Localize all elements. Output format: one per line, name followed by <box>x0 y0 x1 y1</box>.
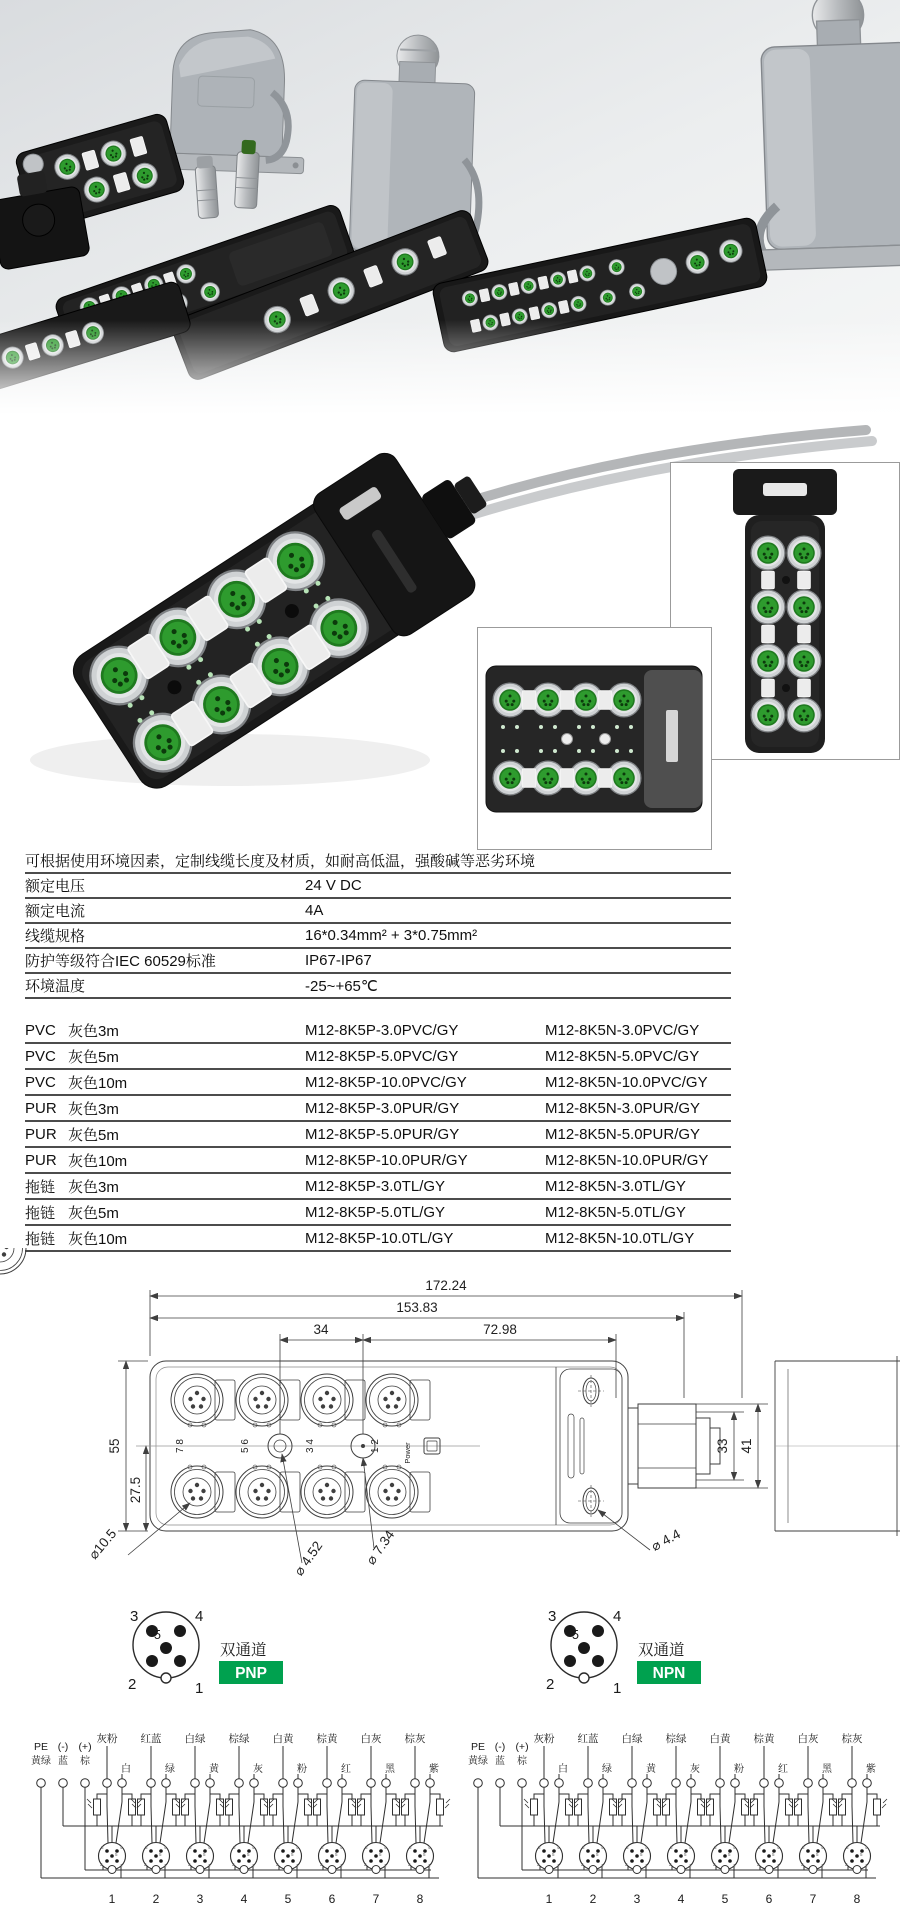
spec-row <box>25 899 731 924</box>
connector-number: 1 <box>545 1892 553 1906</box>
terminal-color-label: 黄绿 <box>31 1756 51 1767</box>
connector-number: 8 <box>416 1892 424 1906</box>
wire-pair-label: 白绿 <box>621 1733 643 1745</box>
pin-label: 4 <box>613 1608 622 1625</box>
connector-pin-number: 2 <box>537 1862 540 1867</box>
connector-pin-number: 1 <box>645 1863 648 1868</box>
wire-pair-label: 灰粉 <box>533 1733 555 1745</box>
part-number-npn: M12-8K5N-5.0TL/GY <box>545 1203 686 1221</box>
dim-half-height: 27.5 <box>128 1476 143 1504</box>
connector-pin-number: 3 <box>233 1845 236 1850</box>
pin-label: 2 <box>546 1676 555 1693</box>
connector-pin-number: 2 <box>669 1862 672 1867</box>
customization-note: 可根据使用环境因素，定制线缆长度及材质，如耐高低温，强酸碱等恶劣环境 <box>25 853 536 870</box>
terminal-color-label: 黄绿 <box>468 1756 488 1767</box>
wire-color-label: 黄 <box>646 1764 656 1775</box>
terminal-color-label: 蓝 <box>495 1756 505 1767</box>
wire-pair-label: 白灰 <box>360 1733 382 1745</box>
wiring-channel <box>568 1732 623 1906</box>
connector-number: 2 <box>152 1892 160 1906</box>
wiring-diagram <box>462 1706 892 1921</box>
wiring-diagram-pnp <box>25 1706 455 1926</box>
dim-body-width: 153.83 <box>396 1300 438 1315</box>
connector-pin-number: 4 <box>296 1845 299 1850</box>
wire-pair-label: 棕绿 <box>228 1733 250 1745</box>
wire-pair-label: 棕灰 <box>404 1733 426 1745</box>
connector-pin-number: 5 <box>772 1852 775 1857</box>
connector-pin-number: 2 <box>408 1862 411 1867</box>
detail-photo-topview <box>478 628 711 849</box>
wire-pair-label: 棕灰 <box>841 1733 863 1745</box>
part-number-npn: M12-8K5N-10.0PUR/GY <box>545 1151 709 1169</box>
connector-pin-number: 1 <box>865 1863 868 1868</box>
connector-pin-number: 1 <box>208 1863 211 1868</box>
connector-pin-number: 1 <box>164 1863 167 1868</box>
part-number-npn: M12-8K5N-3.0TL/GY <box>545 1177 686 1195</box>
wiring-channel <box>832 1732 887 1906</box>
connector-number: 3 <box>196 1892 204 1906</box>
connector-pin-number: 1 <box>777 1863 780 1868</box>
connector-pin-number: 5 <box>291 1852 294 1857</box>
dim-gland-inner: 33 <box>715 1438 730 1454</box>
part-number-npn: M12-8K5N-10.0PVC/GY <box>545 1073 708 1091</box>
connector-pin-number: 3 <box>409 1845 412 1850</box>
part-material: PVC <box>25 1021 56 1039</box>
connector-number: 4 <box>240 1892 248 1906</box>
part-cable-spec: 灰色3m <box>68 1022 119 1040</box>
wire-pair-label: 红蓝 <box>577 1733 599 1745</box>
table-row <box>25 1070 731 1096</box>
spec-row <box>25 924 731 949</box>
terminal-circle <box>59 1779 68 1788</box>
connector-pin-number: 1 <box>384 1863 387 1868</box>
wire-pair-label: 白绿 <box>184 1733 206 1745</box>
connector-pin-number: 2 <box>364 1862 367 1867</box>
technical-drawing <box>0 1248 900 1578</box>
type-badge-label: NPN <box>652 1665 686 1682</box>
connector-pin-number: 2 <box>581 1862 584 1867</box>
dia-mount-label: ⌀10.5 <box>85 1526 120 1563</box>
resistor <box>94 1799 101 1815</box>
wire-color-label: 灰 <box>690 1764 700 1775</box>
connector-number: 4 <box>677 1892 685 1906</box>
connector-pin-number: 1 <box>252 1863 255 1868</box>
connector-pin-number: 5 <box>159 1852 162 1857</box>
wiring-channel <box>656 1732 711 1906</box>
connector-pin-number: 5 <box>115 1852 118 1857</box>
part-number-pnp: M12-8K5P-10.0TL/GY <box>305 1229 454 1247</box>
port-group-label: 5 6 <box>240 1439 251 1453</box>
wiring-channel <box>131 1732 186 1906</box>
connector-pin-number: 5 <box>379 1852 382 1857</box>
wire-color-label: 绿 <box>602 1764 612 1775</box>
connector-number: 2 <box>589 1892 597 1906</box>
connector-number: 5 <box>284 1892 292 1906</box>
drawing-cable-gland <box>628 1404 720 1488</box>
part-number-pnp: M12-8K5P-3.0PVC/GY <box>305 1021 459 1039</box>
wire-color-label: 粉 <box>734 1764 744 1775</box>
connector-pin-number: 2 <box>144 1862 147 1867</box>
wire-pair-label: 棕绿 <box>665 1733 687 1745</box>
wire-color-label: 紫 <box>866 1764 876 1775</box>
spec-label: 环境温度 <box>25 978 86 995</box>
terminal-circle <box>474 1779 483 1788</box>
channel-label: 双通道 <box>638 1642 685 1659</box>
connector-pin-number: 5 <box>860 1852 863 1857</box>
connector-pin-number: 3 <box>321 1845 324 1850</box>
wire-color-label: 粉 <box>297 1764 307 1775</box>
connector-pin-number: 3 <box>365 1845 368 1850</box>
pin-label: 5 <box>572 1628 579 1642</box>
connector-pins <box>146 1625 186 1667</box>
connector-number: 6 <box>328 1892 336 1906</box>
wiring-diagram-npn <box>462 1706 892 1926</box>
connector-pin-number: 4 <box>252 1845 255 1850</box>
connector-pin-number: 2 <box>188 1862 191 1867</box>
wiring-channel <box>395 1732 450 1906</box>
terminal-circle <box>496 1779 505 1788</box>
part-cable-spec: 灰色3m <box>68 1100 119 1118</box>
connector-pin-number: 3 <box>277 1845 280 1850</box>
connector-pin-number: 4 <box>557 1845 560 1850</box>
connector-pin-number: 3 <box>670 1845 673 1850</box>
spec-value: 4A <box>305 902 324 919</box>
connector-pin-number: 3 <box>714 1845 717 1850</box>
wiring-channel <box>744 1732 799 1906</box>
spec-table <box>25 872 731 999</box>
dim-height: 55 <box>107 1438 122 1454</box>
connector-pin-number: 3 <box>189 1845 192 1850</box>
dim-hole-pitch: 34 <box>313 1322 329 1337</box>
table-row <box>25 1200 731 1226</box>
wiring-channel <box>307 1732 362 1906</box>
connector-pin-number: 4 <box>689 1845 692 1850</box>
connector-pin-number: 5 <box>423 1852 426 1857</box>
connector-pin-number: 1 <box>601 1863 604 1868</box>
wiring-channel <box>263 1732 318 1906</box>
drawing-body <box>136 1361 628 1531</box>
connector-pin-number: 5 <box>335 1852 338 1857</box>
part-material: PVC <box>25 1073 56 1091</box>
part-number-npn: M12-8K5N-10.0TL/GY <box>545 1229 695 1247</box>
connector-pin-number: 5 <box>247 1852 250 1857</box>
drawing-ports <box>0 1248 440 1518</box>
connector-pin-number: 5 <box>816 1852 819 1857</box>
connector-pin-number: 4 <box>428 1845 431 1850</box>
part-number-npn: M12-8K5N-5.0PVC/GY <box>545 1047 700 1065</box>
part-cable-spec: 灰色3m <box>68 1178 119 1196</box>
terminal-circle <box>518 1779 527 1788</box>
resistor <box>437 1799 444 1815</box>
port-group-label: 7 8 <box>175 1439 186 1453</box>
connector-pin-number: 3 <box>758 1845 761 1850</box>
part-number-pnp: M12-8K5P-5.0TL/GY <box>305 1203 446 1221</box>
pin-label: 2 <box>128 1676 137 1693</box>
wire-color-label: 黑 <box>822 1764 832 1775</box>
connector-pins <box>564 1625 604 1667</box>
connector-pin-number: 4 <box>865 1845 868 1850</box>
part-cable-spec: 灰色10m <box>68 1152 128 1170</box>
spec-label: 线缆规格 <box>25 928 86 945</box>
connector-pin-number: 4 <box>777 1845 780 1850</box>
spec-label: 额定电压 <box>25 878 86 895</box>
part-material: 拖链 <box>25 1178 56 1196</box>
wire-pair-label: 棕黄 <box>753 1733 775 1745</box>
spec-row <box>25 974 731 999</box>
dia-hole-mid-label: ⌀ 7.34 <box>363 1527 398 1568</box>
wire-color-label: 红 <box>341 1764 351 1775</box>
connector-pin-number: 4 <box>733 1845 736 1850</box>
table-row <box>25 1044 731 1070</box>
terminal-label: PE <box>33 1741 49 1753</box>
pin-label: 3 <box>130 1608 139 1625</box>
part-number-pnp: M12-8K5P-10.0PVC/GY <box>305 1073 467 1091</box>
pin-label: 3 <box>548 1608 557 1625</box>
wire-pair-label: 白灰 <box>797 1733 819 1745</box>
connector-pin-number: 3 <box>582 1845 585 1850</box>
pinout-diagram <box>102 1595 317 1701</box>
spec-value: 24 V DC <box>305 877 362 894</box>
wire-pair-label: 灰粉 <box>96 1733 118 1745</box>
part-number-pnp: M12-8K5P-3.0PUR/GY <box>305 1099 460 1117</box>
connector-pin-number: 2 <box>845 1862 848 1867</box>
part-cable-spec: 灰色5m <box>68 1048 119 1066</box>
connector-pin-number: 4 <box>821 1845 824 1850</box>
type-badge-label: PNP <box>235 1665 267 1682</box>
connector-pin-number: 2 <box>713 1862 716 1867</box>
pinout-pnp <box>102 1595 317 1706</box>
connector-pin-number: 4 <box>120 1845 123 1850</box>
connector-pin-number: 4 <box>645 1845 648 1850</box>
connector-pin-number: 1 <box>120 1863 123 1868</box>
part-number-npn: M12-8K5N-5.0PUR/GY <box>545 1125 701 1143</box>
spec-value: -25~+65℃ <box>305 977 378 995</box>
connector-pin-number: 5 <box>640 1852 643 1857</box>
connector-number: 1 <box>108 1892 116 1906</box>
connector-pin-number: 4 <box>384 1845 387 1850</box>
part-material: PUR <box>25 1099 57 1117</box>
wiring-channel <box>700 1732 755 1906</box>
wiring-channel <box>175 1732 230 1906</box>
pin-label: 1 <box>195 1680 204 1697</box>
part-number-pnp: M12-8K5P-5.0PVC/GY <box>305 1047 459 1065</box>
connector-pin-number: 1 <box>296 1863 299 1868</box>
part-number-npn: M12-8K5N-3.0PVC/GY <box>545 1021 700 1039</box>
connector-pin-number: 1 <box>733 1863 736 1868</box>
wiring-channel <box>524 1732 579 1906</box>
wire-pair-label: 白黄 <box>272 1733 294 1745</box>
connector-number: 3 <box>633 1892 641 1906</box>
spec-row <box>25 949 731 974</box>
drawing-side-view-cropped <box>775 1356 900 1536</box>
pin-label: 1 <box>613 1680 622 1697</box>
terminal-label: PE <box>470 1741 486 1753</box>
connector-pin-number: 1 <box>557 1863 560 1868</box>
connector-pin-number: 2 <box>100 1862 103 1867</box>
wiring-channel <box>612 1732 667 1906</box>
connector-pin-number: 3 <box>145 1845 148 1850</box>
wiring-channel <box>87 1732 142 1906</box>
connector-pin-number: 1 <box>821 1863 824 1868</box>
connector-pin-number: 2 <box>757 1862 760 1867</box>
port-group-label: 1 2 <box>370 1439 381 1453</box>
terminal-label: (-) <box>57 1741 69 1753</box>
connector-pin-number: 3 <box>626 1845 629 1850</box>
resistor <box>874 1799 881 1815</box>
connector-pin-number: 1 <box>340 1863 343 1868</box>
resistor <box>531 1799 538 1815</box>
table-row <box>25 1174 731 1200</box>
connector-pin-number: 4 <box>340 1845 343 1850</box>
channel-label: 双通道 <box>220 1642 267 1659</box>
terminal-circle <box>37 1779 46 1788</box>
wiring-diagram <box>25 1706 455 1921</box>
part-number-pnp: M12-8K5P-10.0PUR/GY <box>305 1151 468 1169</box>
pinout-npn <box>520 1595 735 1706</box>
port-group-label: 3 4 <box>305 1439 316 1453</box>
connector-pin-number: 2 <box>801 1862 804 1867</box>
part-cable-spec: 灰色5m <box>68 1126 119 1144</box>
connector-pin-number: 4 <box>164 1845 167 1850</box>
connector-number: 5 <box>721 1892 729 1906</box>
part-cable-spec: 灰色10m <box>68 1230 128 1248</box>
terminal-color-label: 蓝 <box>58 1756 68 1767</box>
wire-color-label: 白 <box>121 1764 131 1775</box>
part-number-pnp: M12-8K5P-3.0TL/GY <box>305 1177 446 1195</box>
wire-color-label: 灰 <box>253 1764 263 1775</box>
port-group-labels <box>175 1439 412 1464</box>
connector-pin-number: 5 <box>203 1852 206 1857</box>
wire-color-label: 白 <box>558 1764 568 1775</box>
wiring-channel <box>351 1732 406 1906</box>
wire-color-label: 绿 <box>165 1764 175 1775</box>
wire-pair-label: 红蓝 <box>140 1733 162 1745</box>
spec-row <box>25 874 731 899</box>
part-number-pnp: M12-8K5P-5.0PUR/GY <box>305 1125 460 1143</box>
part-number-npn: M12-8K5N-3.0PUR/GY <box>545 1099 701 1117</box>
part-material: PUR <box>25 1125 57 1143</box>
power-label: Power <box>403 1442 412 1464</box>
table-row <box>25 1018 731 1044</box>
part-material: 拖链 <box>25 1204 56 1222</box>
pin-label: 5 <box>154 1628 161 1642</box>
pin-label: 4 <box>195 1608 204 1625</box>
terminal-label: (+) <box>78 1741 92 1753</box>
connector-pin-number: 3 <box>802 1845 805 1850</box>
wire-pair-label: 白黄 <box>709 1733 731 1745</box>
connector-pin-number: 3 <box>101 1845 104 1850</box>
wiring-channel <box>219 1732 274 1906</box>
part-material: 拖链 <box>25 1230 56 1248</box>
dia-side-hole-label: ⌀ 4.4 <box>648 1526 683 1554</box>
connector-pin-number: 4 <box>208 1845 211 1850</box>
wire-color-label: 黄 <box>209 1764 219 1775</box>
detail-photo-frame-topview <box>477 627 712 850</box>
drawing-callouts <box>86 1454 684 1578</box>
connector-pin-number: 2 <box>320 1862 323 1867</box>
part-material: PVC <box>25 1047 56 1065</box>
terminal-label: (+) <box>515 1741 529 1753</box>
terminal-color-label: 棕 <box>517 1756 527 1767</box>
spec-label: 防护等级符合IEC 60529标准 <box>25 953 216 970</box>
wire-color-label: 紫 <box>429 1764 439 1775</box>
connector-pin-number: 3 <box>538 1845 541 1850</box>
table-row <box>25 1096 731 1122</box>
connector-pin-number: 5 <box>552 1852 555 1857</box>
dim-total-width: 172.24 <box>425 1278 467 1293</box>
dim-gland-outer: 41 <box>739 1438 754 1454</box>
part-number-table <box>25 1018 731 1252</box>
table-row <box>25 1148 731 1174</box>
connector-pin-number: 5 <box>684 1852 687 1857</box>
connector-number: 8 <box>853 1892 861 1906</box>
connector-pin-number: 1 <box>428 1863 431 1868</box>
hero-montage-photo <box>0 0 900 415</box>
spec-value: IP67-IP67 <box>305 952 372 969</box>
connector-pin-number: 2 <box>276 1862 279 1867</box>
wiring-channel <box>788 1732 843 1906</box>
spec-value: 16*0.34mm² + 3*0.75mm² <box>305 927 478 944</box>
wire-color-label: 红 <box>778 1764 788 1775</box>
pinout-diagram <box>520 1595 735 1701</box>
dia-hole-small-label: ⌀ 4.52 <box>291 1538 326 1578</box>
part-cable-spec: 灰色10m <box>68 1074 128 1092</box>
terminal-color-label: 棕 <box>80 1756 90 1767</box>
connector-pin-number: 1 <box>689 1863 692 1868</box>
connector-pin-number: 3 <box>846 1845 849 1850</box>
connector-pin-number: 2 <box>625 1862 628 1867</box>
connector-pin-number: 5 <box>596 1852 599 1857</box>
connector-number: 6 <box>765 1892 773 1906</box>
part-material: PUR <box>25 1151 57 1169</box>
terminal-label: (-) <box>494 1741 506 1753</box>
table-row <box>25 1122 731 1148</box>
dim-right-span: 72.98 <box>483 1322 517 1337</box>
connector-pin-number: 5 <box>728 1852 731 1857</box>
wire-color-label: 黑 <box>385 1764 395 1775</box>
part-cable-spec: 灰色5m <box>68 1204 119 1222</box>
connector-pin-number: 4 <box>601 1845 604 1850</box>
wire-pair-label: 棕黄 <box>316 1733 338 1745</box>
connector-number: 7 <box>372 1892 380 1906</box>
spec-label: 额定电流 <box>25 903 86 920</box>
terminal-circle <box>81 1779 90 1788</box>
connector-number: 7 <box>809 1892 817 1906</box>
connector-pin-number: 2 <box>232 1862 235 1867</box>
